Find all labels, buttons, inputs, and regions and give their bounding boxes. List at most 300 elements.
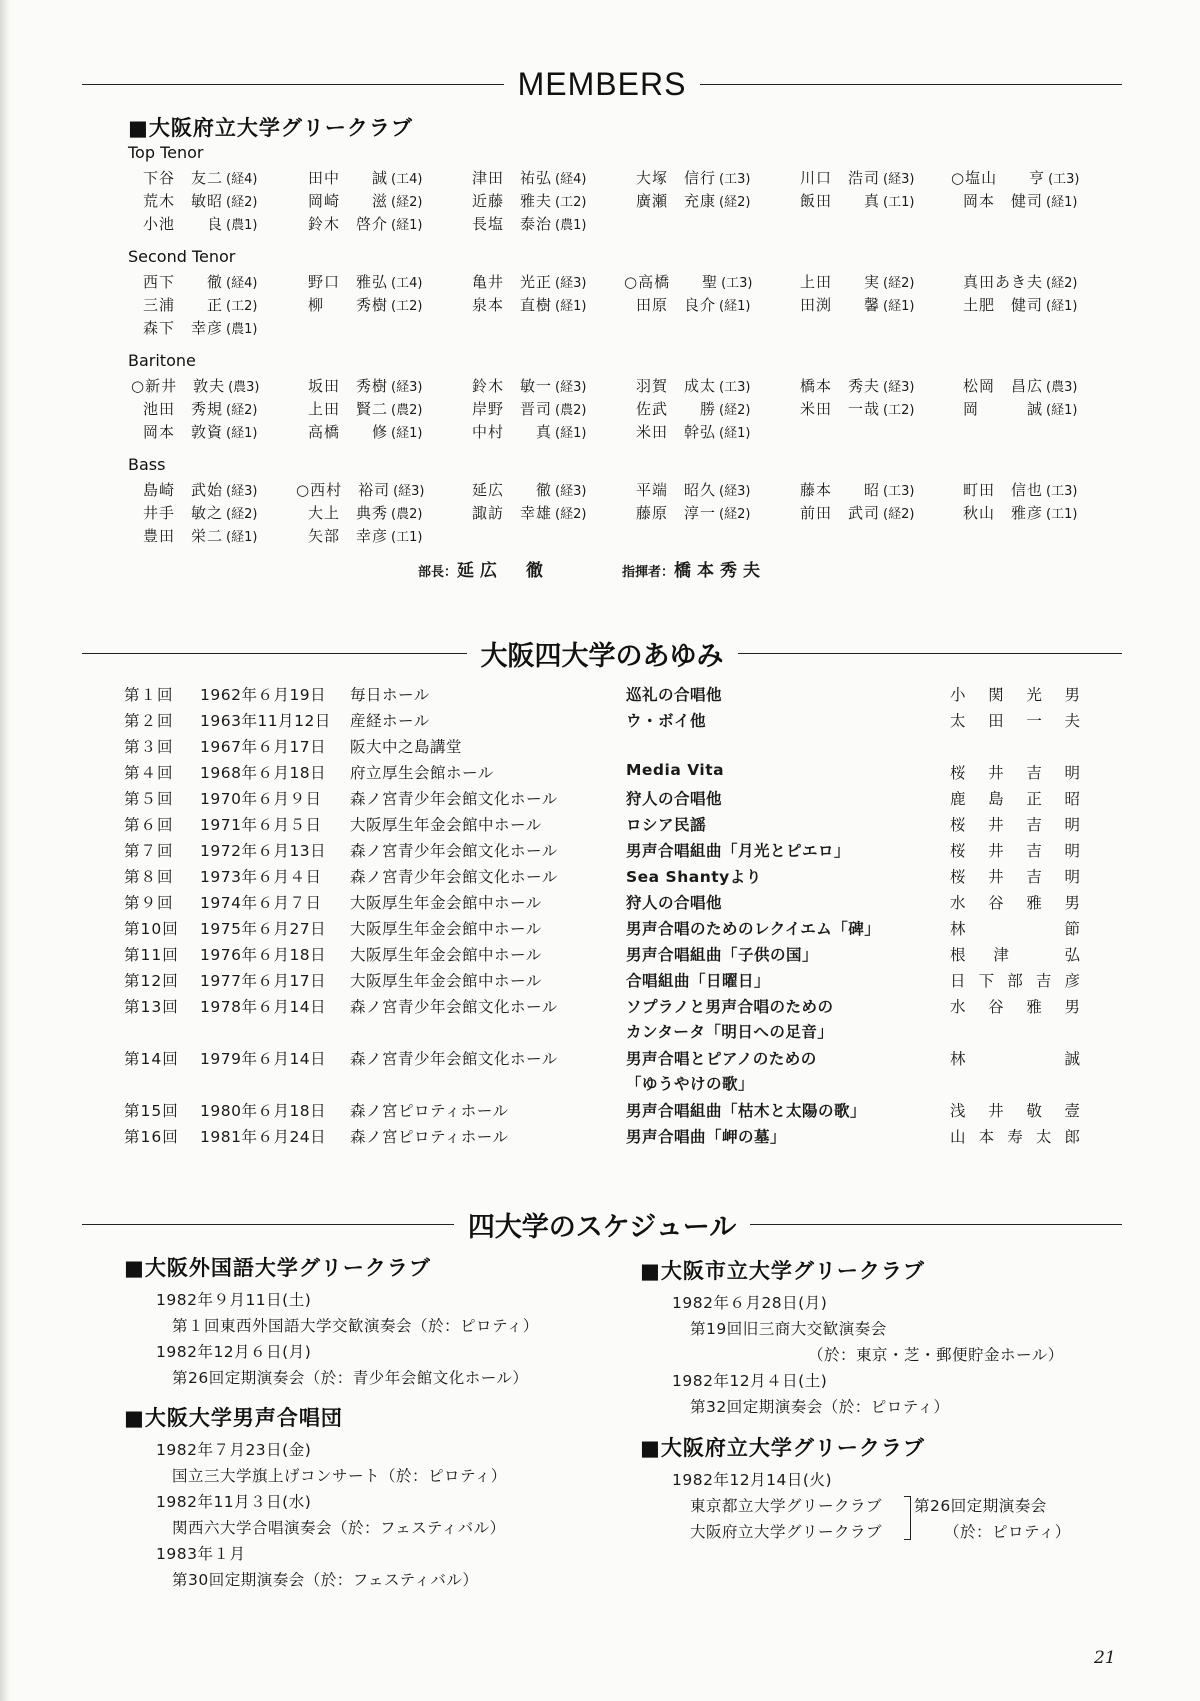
member-affiliation: (経3) (883, 172, 915, 187)
concert-venue: 阪大中之島講堂 (350, 738, 463, 756)
concert-number: 第４回 (124, 764, 174, 782)
shidai-line: 第32回定期演奏会（於：ピロティ） (690, 1398, 950, 1416)
member-name: 鈴木 啓介 (308, 215, 389, 233)
conductor-char: 壹 (1064, 1102, 1080, 1120)
member-affiliation: (農1) (226, 322, 258, 337)
furitsu-club1: 東京都立大学グリークラブ (690, 1497, 883, 1515)
member-entry (636, 167, 750, 188)
member-affiliation: (工1) (1046, 507, 1078, 522)
conductor-char: 寿 (1007, 1128, 1023, 1146)
concert-date: 1963年11月12日 (200, 712, 331, 730)
member-name: 田渕 馨 (800, 296, 881, 314)
concert-date: 1978年６月14日 (200, 998, 327, 1016)
concert-number: 第６回 (124, 816, 174, 834)
conductor-char: 部 (1007, 972, 1023, 990)
member-entry (143, 502, 257, 523)
member-name: 森下 幸彦 (143, 319, 224, 337)
concert-program: ソプラノと男声合唱のための (626, 998, 834, 1016)
concert-program: Sea Shantyより (626, 868, 762, 886)
furitsu-event: 第26回定期演奏会 (914, 1497, 1047, 1515)
schedule-section-title (82, 1204, 1122, 1244)
member-entry (963, 479, 1077, 500)
concert-venue: 大阪厚生年金会館中ホール (350, 920, 542, 938)
member-entry (963, 294, 1077, 315)
member-name: 下谷 友二 (143, 169, 224, 187)
member-entry (472, 479, 586, 500)
member-entry (143, 525, 257, 546)
concert-date: 1975年６月27日 (200, 920, 327, 938)
concert-conductor (950, 1047, 1080, 1069)
member-name: 野口 雅弘 (308, 273, 389, 291)
concert-date: 1962年６月19日 (200, 686, 327, 704)
member-affiliation: (経1) (719, 299, 751, 314)
members-title-text: MEMBERS (517, 65, 687, 102)
member-affiliation: (経3) (555, 484, 587, 499)
member-name: ○新井 敦夫 (131, 377, 226, 395)
concert-conductor (950, 839, 1080, 861)
conductor-char: 津 (993, 946, 1009, 964)
concert-program: 巡礼の合唱他 (626, 686, 723, 704)
shidai-line: （於：東京・芝・郵便貯金ホール） (808, 1346, 1064, 1364)
conductor-char: 本 (978, 1128, 995, 1146)
conductor-char: 光 (1026, 686, 1042, 704)
member-affiliation: (経1) (555, 299, 587, 314)
concert-conductor (950, 943, 1080, 965)
member-affiliation: (工3) (719, 172, 751, 187)
member-entry (800, 190, 914, 211)
member-entry (636, 421, 750, 442)
conductor-char: 桜 (950, 764, 966, 782)
member-entry (143, 294, 257, 315)
history-row (124, 891, 1080, 917)
member-entry (308, 190, 422, 211)
member-name: 豊田 栄二 (143, 527, 224, 545)
concert-program: 狩人の合唱他 (626, 790, 723, 808)
member-name: 岡崎 滋 (308, 192, 389, 210)
concert-conductor (950, 995, 1080, 1017)
member-affiliation: (経1) (1046, 195, 1078, 210)
handai-line: 第30回定期演奏会（於：フェスティバル） (172, 1571, 479, 1589)
member-name: 西下 徹 (143, 273, 224, 291)
conductor-char: 吉 (1026, 842, 1042, 860)
member-name: 中村 真 (472, 423, 553, 441)
member-affiliation: (工2) (226, 299, 258, 314)
concert-venue: 森ノ宮青少年会館文化ホール (350, 790, 558, 808)
concert-venue: 森ノ宮青少年会館文化ホール (350, 998, 558, 1016)
member-entry (951, 167, 1080, 188)
conductor-char: 鹿 (950, 790, 966, 808)
concert-program: 男声合唱のためのレクイエム「碑」 (626, 920, 881, 938)
title-rule-right (750, 1224, 1122, 1225)
concert-conductor (950, 1099, 1080, 1121)
concert-venue: 森ノ宮青少年会館文化ホール (350, 868, 558, 886)
concert-program: 合唱組曲「日曜日」 (626, 972, 771, 990)
concert-program: 男声合唱組曲「枯木と太陽の歌」 (626, 1102, 867, 1120)
member-name: 秋山 雅彦 (963, 504, 1044, 522)
member-affiliation: (農3) (228, 380, 260, 395)
conductor-char: 桜 (950, 816, 966, 834)
president-name: 延広 徹 (457, 561, 550, 581)
conductor-char: 昭 (1064, 790, 1080, 808)
member-affiliation: (工2) (555, 195, 587, 210)
member-entry (472, 190, 586, 211)
concert-venue: 産経ホール (350, 712, 430, 730)
conductor-char: 雅 (1026, 894, 1042, 912)
concert-number: 第11回 (124, 946, 179, 964)
member-affiliation: (経3) (719, 484, 751, 499)
member-affiliation: (工4) (391, 276, 423, 291)
member-entry (472, 398, 586, 419)
member-name: 土肥 健司 (963, 296, 1044, 314)
concert-number: 第１回 (124, 686, 174, 704)
concert-conductor (950, 1125, 1080, 1147)
conductor-char: 明 (1064, 868, 1080, 886)
member-entry (636, 190, 750, 211)
member-name: 前田 武司 (800, 504, 881, 522)
member-name: 三浦 正 (143, 296, 224, 314)
conductor-char: 一 (1026, 712, 1042, 730)
member-affiliation: (経1) (391, 426, 423, 441)
member-name: 岸野 晋司 (472, 400, 553, 418)
conductor-char: 小 (950, 686, 966, 704)
member-affiliation: (工3) (721, 276, 753, 291)
history-row (124, 813, 1080, 839)
member-affiliation: (農2) (555, 403, 587, 418)
concert-date: 1967年６月17日 (200, 738, 327, 756)
member-name: 廣瀬 充康 (636, 192, 717, 210)
member-entry (963, 502, 1077, 523)
member-entry (472, 167, 586, 188)
concert-number: 第５回 (124, 790, 174, 808)
conductor-char: 男 (1064, 894, 1080, 912)
concert-date: 1970年６月９日 (200, 790, 322, 808)
conductor-char: 水 (950, 998, 966, 1016)
furitsu-title: ■大阪府立大学グリークラブ (640, 1436, 925, 1460)
joint-brace (904, 1496, 911, 1540)
member-entry (636, 398, 750, 419)
member-name: 泉本 直樹 (472, 296, 553, 314)
history-section-title (82, 633, 1122, 673)
handai-line: 1983年１月 (156, 1545, 246, 1563)
member-entry (472, 375, 586, 396)
concert-program: Media Vita (626, 761, 725, 779)
conductor-name: 橋本秀夫 (674, 561, 767, 581)
member-affiliation: (経2) (226, 403, 258, 418)
conductor-char: 林 (950, 1050, 966, 1068)
furitsu-date: 1982年12月14日(火) (672, 1471, 832, 1489)
member-affiliation: (経2) (883, 507, 915, 522)
conductor-char: 谷 (988, 998, 1004, 1016)
part-label: Bass (128, 455, 166, 474)
conductor-char: 吉 (1026, 868, 1042, 886)
concert-number: 第８回 (124, 868, 174, 886)
concert-date: 1973年６月４日 (200, 868, 322, 886)
concert-number: 第10回 (124, 920, 179, 938)
member-name: 佐武 勝 (636, 400, 717, 418)
history-row (124, 761, 1080, 787)
shidai-line: 1982年12月４日(土) (672, 1372, 828, 1390)
part-label: Top Tenor (128, 143, 204, 162)
conductor-char: 谷 (988, 894, 1004, 912)
conductor-char: 明 (1064, 842, 1080, 860)
member-affiliation: (経2) (391, 195, 423, 210)
title-rule-left (82, 84, 504, 85)
member-entry (963, 375, 1077, 396)
concert-venue: 毎日ホール (350, 686, 430, 704)
member-name: 亀井 光正 (472, 273, 553, 291)
conductor-char: 彦 (1064, 972, 1080, 990)
member-entry (472, 271, 586, 292)
concert-date: 1979年６月14日 (200, 1050, 327, 1068)
concert-number: 第16回 (124, 1128, 179, 1146)
concert-program-line2: カンタータ「明日への足音」 (626, 1023, 834, 1041)
concert-date: 1971年６月５日 (200, 816, 322, 834)
shidai-title: ■大阪市立大学グリークラブ (640, 1259, 925, 1283)
gaidai-line: 第26回定期演奏会（於：青少年会館文化ホール） (172, 1369, 529, 1387)
member-name: ○西村 裕司 (296, 481, 391, 499)
gaidai-title: ■大阪外国語大学グリークラブ (124, 1256, 431, 1280)
member-name: 羽賀 成太 (636, 377, 717, 395)
concert-venue: 大阪厚生年金会館中ホール (350, 972, 542, 990)
history-row (124, 839, 1080, 865)
conductor-char: 根 (950, 946, 966, 964)
concert-venue: 大阪厚生年金会館中ホール (350, 946, 542, 964)
member-name: 藤本 昭 (800, 481, 881, 499)
member-name: 小池 良 (143, 215, 224, 233)
member-name: 長塩 泰治 (472, 215, 553, 233)
member-affiliation: (経2) (226, 195, 258, 210)
member-entry (963, 398, 1077, 419)
member-entry (472, 294, 586, 315)
conductor-char: 太 (1035, 1128, 1052, 1146)
member-name: 町田 信也 (963, 481, 1044, 499)
concert-venue: 森ノ宮青少年会館文化ホール (350, 1050, 558, 1068)
member-entry (131, 375, 260, 396)
member-entry (308, 271, 422, 292)
history-row (124, 735, 1080, 761)
member-affiliation: (工2) (883, 403, 915, 418)
member-affiliation: (経3) (391, 380, 423, 395)
shidai-line: 1982年６月28日(月) (672, 1294, 828, 1312)
member-affiliation: (経2) (719, 507, 751, 522)
gaidai-line: 1982年９月11日(土) (156, 1291, 312, 1309)
title-rule-left (82, 653, 467, 654)
member-affiliation: (農1) (555, 218, 587, 233)
member-affiliation: (経3) (555, 276, 587, 291)
member-entry (636, 294, 750, 315)
member-affiliation: (経3) (555, 380, 587, 395)
page-edge-shadow (0, 0, 10, 1701)
concert-conductor (950, 865, 1080, 887)
conductor-label: 指揮者： (622, 565, 675, 580)
concert-venue: 森ノ宮ピロティホール (350, 1128, 509, 1146)
conductor-char: 節 (1064, 920, 1080, 938)
conductor-char: 明 (1064, 764, 1080, 782)
concert-number: 第15回 (124, 1102, 179, 1120)
furitsu-venue: （於：ピロティ） (944, 1523, 1071, 1541)
shidai-line: 第19回旧三商大交歓演奏会 (690, 1320, 887, 1338)
member-name: 矢部 幸彦 (308, 527, 389, 545)
conductor-char: 吉 (1026, 764, 1042, 782)
conductor-char: 井 (988, 868, 1004, 886)
part-label: Second Tenor (128, 247, 236, 266)
member-entry (143, 167, 257, 188)
member-name: ○高橋 聖 (624, 273, 719, 291)
conductor-char: 太 (950, 712, 966, 730)
concert-conductor (950, 683, 1080, 705)
history-row (124, 787, 1080, 813)
member-entry (308, 375, 422, 396)
concert-date: 1974年６月７日 (200, 894, 322, 912)
concert-conductor (950, 891, 1080, 913)
member-entry (308, 502, 422, 523)
member-affiliation: (経1) (555, 426, 587, 441)
member-affiliation: (工3) (1046, 484, 1078, 499)
member-name: 田原 良介 (636, 296, 717, 314)
member-entry (800, 167, 914, 188)
title-rule-right (738, 653, 1123, 654)
member-affiliation: (経4) (226, 172, 258, 187)
conductor-char: 桜 (950, 842, 966, 860)
concert-number: 第９回 (124, 894, 174, 912)
concert-date: 1977年６月17日 (200, 972, 327, 990)
member-name: 鈴木 敏一 (472, 377, 553, 395)
concert-program-line2: 「ゆうやけの歌」 (626, 1075, 755, 1093)
member-affiliation: (経2) (1046, 276, 1078, 291)
member-entry (636, 502, 750, 523)
conductor-char: 男 (1064, 998, 1080, 1016)
conductor-char: 弘 (1064, 946, 1080, 964)
member-name: 島崎 武始 (143, 481, 224, 499)
member-name: 近藤 雅夫 (472, 192, 553, 210)
handai-line: 1982年11月３日(水) (156, 1493, 312, 1511)
conductor-char: 敬 (1026, 1102, 1042, 1120)
member-entry (308, 167, 422, 188)
conductor-char: 夫 (1064, 712, 1080, 730)
member-name: 真田あき夫 (963, 273, 1044, 291)
member-affiliation: (経1) (719, 426, 751, 441)
concert-date: 1981年６月24日 (200, 1128, 327, 1146)
member-entry (963, 190, 1077, 211)
concert-venue: 森ノ宮ピロティホール (350, 1102, 509, 1120)
member-entry (624, 271, 753, 292)
handai-title: ■大阪大学男声合唱団 (124, 1406, 343, 1430)
member-affiliation: (経1) (883, 299, 915, 314)
member-name: 藤原 淳一 (636, 504, 717, 522)
title-rule-left (82, 1224, 454, 1225)
member-name: 延広 徹 (472, 481, 553, 499)
member-entry (308, 398, 422, 419)
history-row (124, 683, 1080, 709)
member-entry (800, 479, 914, 500)
conductor-char: 雅 (1026, 998, 1042, 1016)
gaidai-line: 第１回東西外国語大学交歓演奏会（於：ピロティ） (172, 1317, 539, 1335)
member-entry (800, 271, 914, 292)
concert-number: 第３回 (124, 738, 174, 756)
concert-conductor (950, 709, 1080, 731)
member-entry (800, 502, 914, 523)
member-name: 田中 誠 (308, 169, 389, 187)
member-affiliation: (経1) (226, 426, 258, 441)
concert-number: 第13回 (124, 998, 179, 1016)
member-affiliation: (経4) (555, 172, 587, 187)
member-name: 荒木 敏昭 (143, 192, 224, 210)
member-name: 坂田 秀樹 (308, 377, 389, 395)
history-row (124, 1047, 1080, 1093)
concert-venue: 大阪厚生年金会館中ホール (350, 894, 542, 912)
member-affiliation: (経1) (1046, 299, 1078, 314)
member-name: 岡本 健司 (963, 192, 1044, 210)
concert-program: 男声合唱組曲「子供の国」 (626, 946, 819, 964)
concert-number: 第12回 (124, 972, 179, 990)
member-affiliation: (工1) (883, 195, 915, 210)
member-name: 高橋 修 (308, 423, 389, 441)
conductor-char: 桜 (950, 868, 966, 886)
member-entry (143, 479, 257, 500)
member-entry (143, 271, 257, 292)
handai-line: 関西六大学合唱演奏会（於：フェスティバル） (172, 1519, 506, 1537)
conductor-char: 吉 (1035, 972, 1052, 990)
member-affiliation: (経2) (883, 276, 915, 291)
president-line (418, 556, 549, 581)
president-label: 部長： (418, 565, 458, 580)
handai-line: 1982年７月23日(金) (156, 1441, 312, 1459)
conductor-line (622, 556, 766, 581)
concert-number: 第２回 (124, 712, 174, 730)
member-name: 池田 秀規 (143, 400, 224, 418)
member-affiliation: (工2) (391, 299, 423, 314)
concert-conductor (950, 761, 1080, 783)
concert-venue: 森ノ宮青少年会館文化ホール (350, 842, 558, 860)
member-entry (308, 421, 422, 442)
concert-program: ウ・ボイ他 (626, 712, 707, 730)
member-affiliation: (農3) (1046, 380, 1078, 395)
concert-conductor (950, 969, 1080, 991)
conductor-char: 郎 (1064, 1128, 1080, 1146)
member-name: 岡本 敦資 (143, 423, 224, 441)
history-row (124, 943, 1080, 969)
member-name: 松岡 昌広 (963, 377, 1044, 395)
part-label: Baritone (128, 351, 196, 370)
member-name: 飯田 真 (800, 192, 881, 210)
member-entry (800, 294, 914, 315)
conductor-char: 明 (1064, 816, 1080, 834)
history-row (124, 995, 1080, 1041)
page-number: 21 (1094, 1648, 1116, 1668)
member-name: 大上 典秀 (308, 504, 389, 522)
member-affiliation: (経4) (226, 276, 258, 291)
member-affiliation: (経3) (226, 484, 258, 499)
member-name: 津田 祐弘 (472, 169, 553, 187)
concert-date: 1976年６月18日 (200, 946, 327, 964)
member-name: 川口 浩司 (800, 169, 881, 187)
member-entry (636, 479, 750, 500)
member-name: 上田 賢二 (308, 400, 389, 418)
member-entry (963, 271, 1077, 292)
concert-date: 1972年６月13日 (200, 842, 327, 860)
member-name: 井手 敏之 (143, 504, 224, 522)
member-entry (308, 525, 422, 546)
member-name: 橋本 秀夫 (800, 377, 881, 395)
conductor-char: 正 (1026, 790, 1042, 808)
conductor-char: 男 (1064, 686, 1080, 704)
conductor-char: 井 (988, 816, 1004, 834)
concert-program: 狩人の合唱他 (626, 894, 723, 912)
concert-number: 第７回 (124, 842, 174, 860)
member-affiliation: (工3) (883, 484, 915, 499)
member-affiliation: (農1) (226, 218, 258, 233)
conductor-char: 日 (950, 972, 966, 990)
